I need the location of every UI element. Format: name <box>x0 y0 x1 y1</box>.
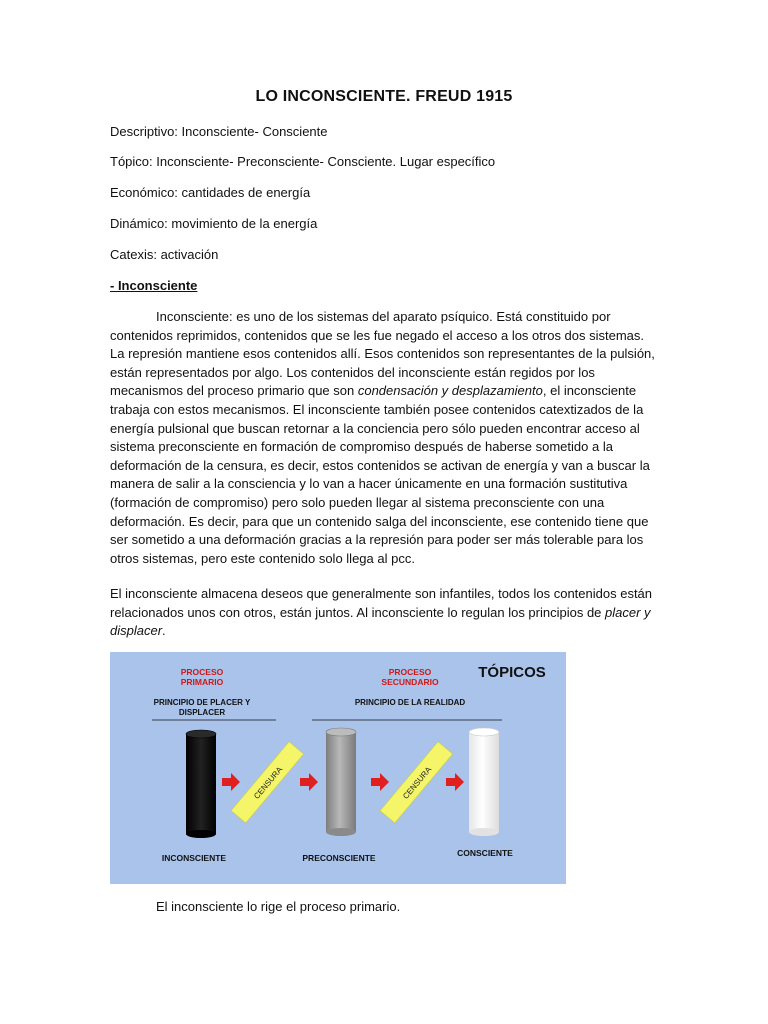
label-proceso-primario-2: PRIMARIO <box>180 677 224 687</box>
text-line-economico: Económico: cantidades de energía <box>110 185 311 200</box>
paragraph-italic: placer y displacer <box>110 604 651 639</box>
label-principio-placer-2: DISPLACER <box>178 708 226 717</box>
censura-band-1 <box>231 742 303 823</box>
document-title: LO INCONSCIENTE. FREUD 1915 <box>255 88 513 105</box>
paragraph-text: Inconsciente: es uno de los sistemas del aparato psíquico. Está constituido por contenidos reprimidos, contenidos que se les fue negado el acceso a los otros dos sistemas. La represión mantiene esos contenidos allí. Esos contenidos son representantes de la pulsión, están representados por algo. Los contenidos del inconsciente están regidos por los mecanismos del proceso primario que son <box>110 309 655 399</box>
paragraph-text: , el inconsciente trabaja con estos mecanismos. El inconsciente también posee contenidos catextizados de la energía pulsional que buscan retornar a la conciencia pero sólo pueden encontrar acceso al sistema preconsciente en formación de compromiso después de haberse sometido a la deformación de la censura, es decir, estos contenidos se activan de energía y van a buscar la manera de salir a la consciencia y lo van a hacer únicamente en una formación sustitutiva (formación de compromiso) pero solo pueden llegar al sistema preconsciente con una deformación. Es decir, para que un contenido salga del inconsciente, ese contenido tiene que ser sometido a una deformación gracias a la represión para poder ser más tolerable para los otros sistemas, pero este contenido solo llega al pcc. <box>110 383 650 566</box>
label-proceso-secundario-2: SECUNDARIO <box>381 677 439 687</box>
text-line-topico: Tópico: Inconsciente- Preconsciente- Consciente. Lugar específico <box>110 154 496 169</box>
figure-caption: El inconsciente lo rige el proceso primario. <box>156 899 401 914</box>
arrow-right-icon <box>300 773 318 791</box>
cylinder-inconsciente <box>186 730 216 838</box>
paragraph-deseos <box>110 585 658 641</box>
label-inconsciente: INCONSCIENTE <box>161 853 227 863</box>
paragraph-text: . <box>162 623 166 639</box>
label-principio-placer-1: PRINCIPIO DE PLACER Y <box>153 698 251 707</box>
label-censura-1: CENSURA <box>252 765 285 801</box>
label-proceso-secundario-1: PROCESO <box>388 667 432 677</box>
paragraph-italic: condensación y desplazamiento <box>357 383 543 399</box>
text-line-descriptivo: Descriptivo: Inconsciente- Consciente <box>110 124 328 139</box>
label-principio-realidad: PRINCIPIO DE LA REALIDAD <box>354 698 466 707</box>
cylinder-preconsciente <box>326 728 356 836</box>
label-censura-2: CENSURA <box>401 765 434 801</box>
diagram-title: TÓPICOS <box>478 664 546 681</box>
label-preconsciente: PRECONSCIENTE <box>302 853 376 863</box>
arrow-right-icon <box>222 773 240 791</box>
arrow-right-icon <box>371 773 389 791</box>
arrow-right-icon <box>446 773 464 791</box>
censura-band-2 <box>380 742 452 823</box>
paragraph-inconsciente <box>110 308 658 568</box>
text-line-dinamico: Dinámico: movimiento de la energía <box>110 216 318 231</box>
label-proceso-primario-1: PROCESO <box>180 667 224 677</box>
paragraph-text: El inconsciente almacena deseos que generalmente son infantiles, todos los contenidos están relacionados unos con otros, están juntos. Al inconsciente lo regulan los principios de <box>110 586 653 620</box>
text-line-catexis: Catexis: activación <box>110 247 219 262</box>
section-heading-inconsciente: - Inconsciente <box>110 278 198 293</box>
cylinder-consciente <box>469 728 499 836</box>
topicos-diagram <box>110 652 566 884</box>
label-consciente: CONSCIENTE <box>457 848 513 858</box>
